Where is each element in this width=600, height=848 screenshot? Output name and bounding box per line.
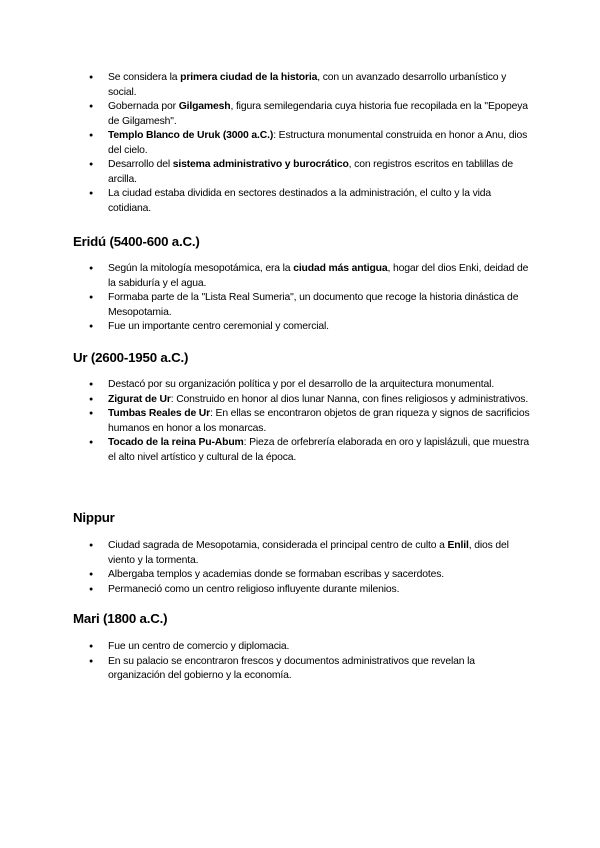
section-heading-nippur: Nippur	[73, 510, 115, 525]
list-item	[73, 407, 533, 436]
list-item	[73, 129, 533, 158]
section-heading-mari: Mari (1800 a.C.)	[73, 611, 168, 626]
list-item	[73, 100, 533, 129]
list-item	[73, 583, 533, 598]
text-run: , con registros escritos en tablillas de arcilla.	[108, 159, 514, 185]
list-item	[73, 71, 533, 100]
bold-text: primera ciudad de la historia	[180, 72, 318, 83]
text-run: Destacó por su organización política y por el desarrollo de la arquitectura monumental.	[108, 379, 495, 390]
text-run: En su palacio se encontraron frescos y documentos administrativos que revelan la organización del gobierno y la economía.	[108, 655, 475, 681]
list-item	[73, 320, 533, 335]
text-run: : Construido en honor al dios lunar Nanna, con fines religiosos y administrativos.	[170, 393, 529, 405]
section-heading-ur: Ur (2600-1950 a.C.)	[73, 350, 189, 365]
list-item	[73, 640, 533, 655]
text-run: La ciudad estaba dividida en sectores destinados a la administración, el culto y la vida cotidiana.	[108, 188, 492, 214]
text-run: Formaba parte de la "Lista Real Sumeria", un documento que recoge la historia dinástica de Mesopotamia.	[108, 292, 519, 318]
text-run: , con un avanzado desarrollo urbanístico y social.	[108, 72, 507, 98]
bold-text: Enlil	[447, 540, 469, 551]
bold-text: Tumbas Reales de Ur	[108, 408, 211, 419]
list-item	[73, 655, 533, 684]
text-run: Permaneció como un centro religioso influyente durante milenios.	[108, 583, 400, 595]
ur-bullet-list	[73, 378, 533, 465]
list-item	[73, 568, 533, 583]
text-run: : Estructura monumental construida en honor a Anu, dios del cielo.	[108, 130, 528, 156]
list-item	[73, 436, 533, 465]
list-item	[73, 187, 533, 216]
text-run: Fue un importante centro ceremonial y comercial.	[108, 321, 329, 332]
bold-text: Gilgamesh	[178, 101, 231, 112]
bold-text: sistema administrativo y burocrático	[172, 159, 349, 170]
bold-text: ciudad más antigua	[293, 263, 388, 274]
text-run: Albergaba templos y academias donde se formaban escribas y sacerdotes.	[108, 569, 445, 580]
list-item	[73, 378, 533, 393]
text-run: Gobernada por	[108, 101, 179, 112]
text-run: , dios del viento y la tormenta.	[108, 540, 509, 566]
text-run: : En ellas se encontraron objetos de gran riqueza y signos de sacrificios humanos en honor a los monarcas.	[108, 408, 530, 434]
text-run: Se considera la	[108, 72, 181, 83]
list-item	[73, 291, 533, 320]
text-run: : Pieza de orfebrería elaborada en oro y lapislázuli, que muestra el alto nivel artístico y cultural de la época.	[108, 437, 530, 463]
bold-text: Templo Blanco de Uruk (3000 a.C.)	[108, 130, 274, 141]
bold-text: Zigurat de Ur	[108, 393, 171, 405]
eridu-bullet-list	[73, 262, 533, 335]
section-heading-eridu: Eridú (5400-600 a.C.)	[73, 234, 200, 249]
list-item	[73, 262, 533, 291]
text-run: , figura semilegendaria cuya historia fue recopilada en la "Epopeya de Gilgamesh".	[108, 101, 528, 127]
nippur-bullet-list	[73, 539, 533, 597]
list-item	[73, 539, 533, 568]
text-run: Desarrollo del	[108, 159, 173, 170]
text-run: Ciudad sagrada de Mesopotamia, considerada el principal centro de culto a	[108, 540, 448, 551]
mari-bullet-list	[73, 640, 533, 684]
list-item	[73, 393, 533, 408]
uruk-bullet-list	[73, 71, 533, 216]
text-run: , hogar del dios Enki, deidad de la sabiduría y el agua.	[108, 263, 529, 289]
text-run: Fue un centro de comercio y diplomacia.	[108, 641, 290, 652]
text-run: Según la mitología mesopotámica, era la	[108, 263, 294, 274]
bold-text: Tocado de la reina Pu-Abum	[108, 437, 244, 448]
list-item	[73, 158, 533, 187]
